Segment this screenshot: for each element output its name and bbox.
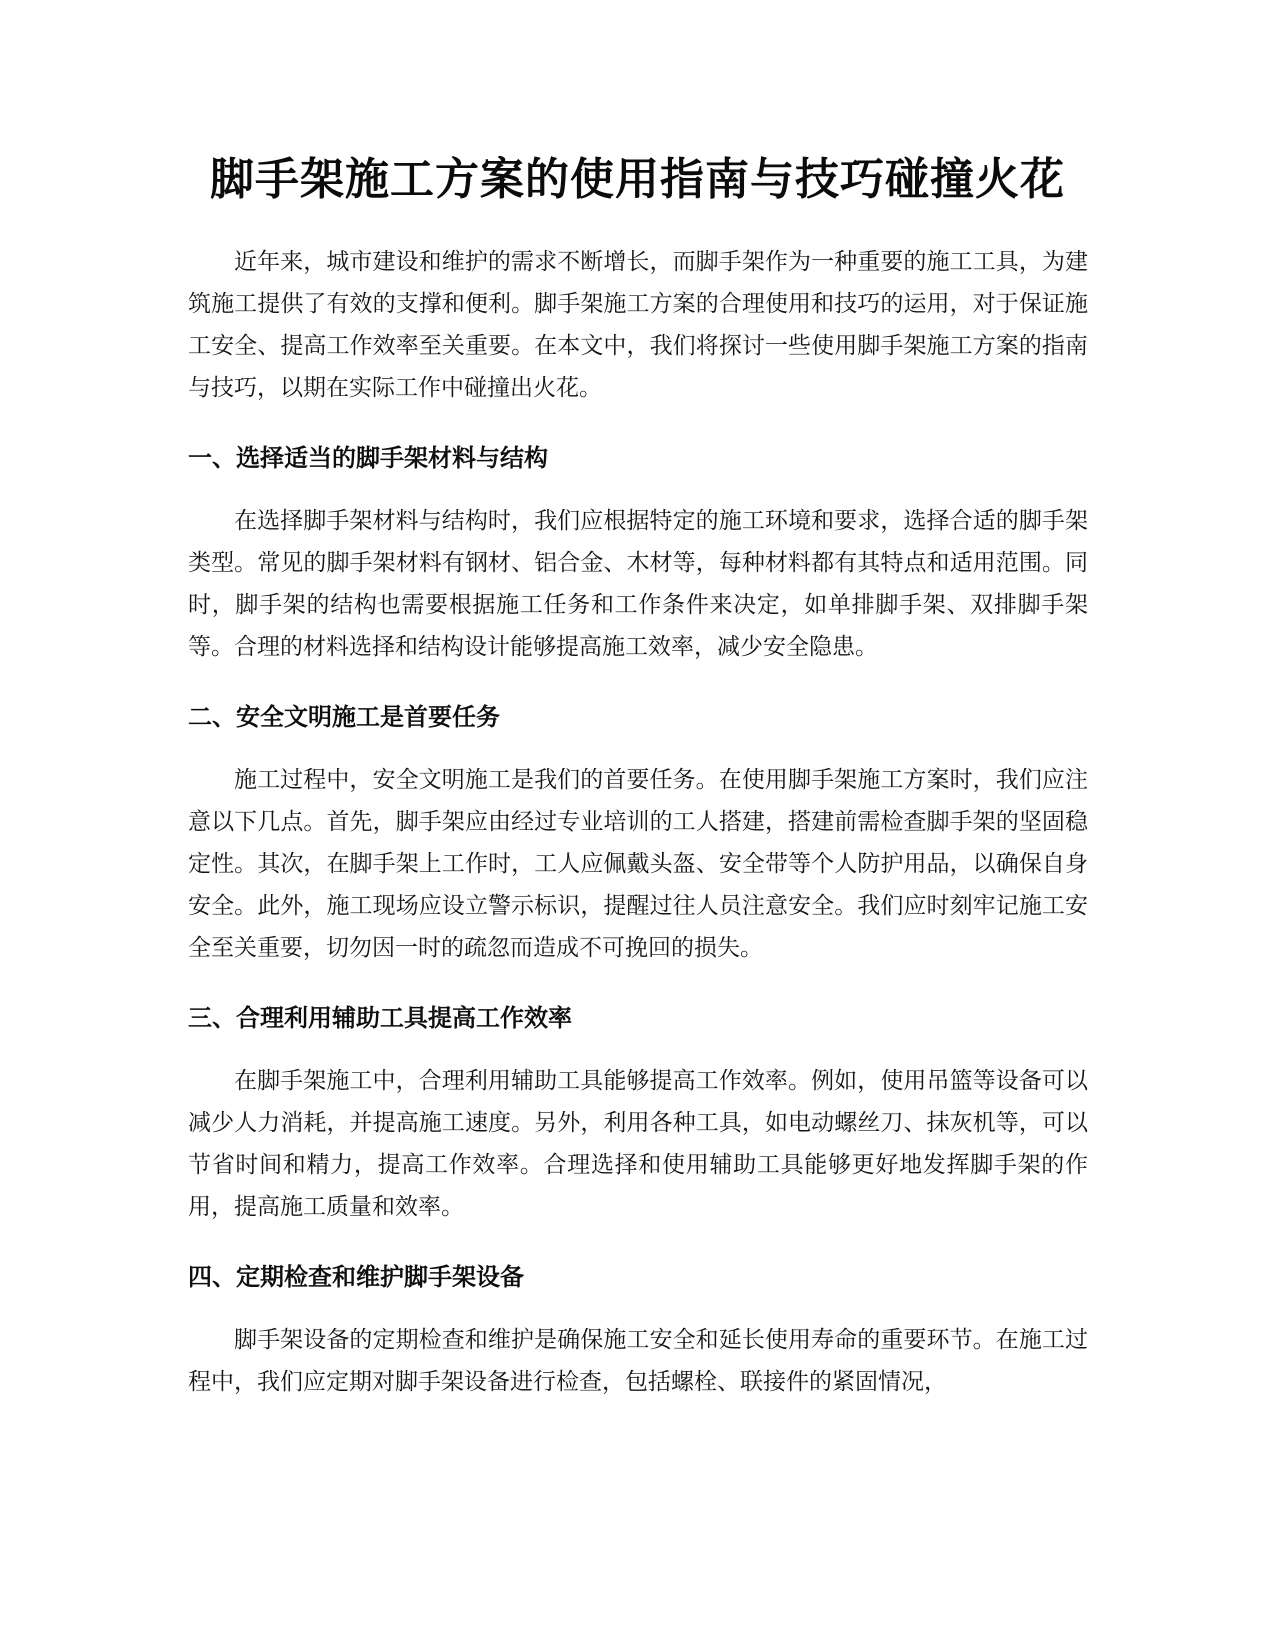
section-paragraph-2: 施工过程中，安全文明施工是我们的首要任务。在使用脚手架施工方案时，我们应注意以下几点。首先，脚手架应由经过专业培训的工人搭建，搭建前需检查脚手架的坚固稳定性。其次，在脚手架上工作时，工人应佩戴头盔、安全带等个人防护用品，以确保自身安全。此外，施工现场应设立警示标识，提醒过往人员注意安全。我们应时刻牢记施工安全至关重要，切勿因一时的疏忽而造成不可挽回的损失。 [188,767,1088,961]
section-paragraph-4: 脚手架设备的定期检查和维护是确保施工安全和延长使用寿命的重要环节。在施工过程中，我们应定期对脚手架设备进行检查，包括螺栓、联接件的紧固情况， [188,1327,1088,1395]
document-body [188,241,1088,1403]
intro-paragraph: 近年来，城市建设和维护的需求不断增长，而脚手架作为一种重要的施工工具，为建筑施工提供了有效的支撑和便利。脚手架施工方案的合理使用和技巧的运用，对于保证施工安全、提高工作效率至关重要。在本文中，我们将探讨一些使用脚手架施工方案的指南与技巧，以期在实际工作中碰撞出火花。 [188,249,1088,401]
section-heading-2: 二、安全文明施工是首要任务 [188,703,500,731]
document-title: 脚手架施工方案的使用指南与技巧碰撞火花 [210,154,1065,205]
section-heading-3: 三、合理利用辅助工具提高工作效率 [188,1004,572,1032]
section-paragraph-1: 在选择脚手架材料与结构时，我们应根据特定的施工环境和要求，选择合适的脚手架类型。常见的脚手架材料有钢材、铝合金、木材等，每种材料都有其特点和适用范围。同时，脚手架的结构也需要根据施工任务和工作条件来决定，如单排脚手架、双排脚手架等。合理的材料选择和结构设计能够提高施工效率，减少安全隐患。 [188,508,1088,660]
section-heading-1: 一、选择适当的脚手架材料与结构 [188,444,548,472]
section-heading-4: 四、定期检查和维护脚手架设备 [188,1263,524,1291]
section-paragraph-3: 在脚手架施工中，合理利用辅助工具能够提高工作效率。例如，使用吊篮等设备可以减少人力消耗，并提高施工速度。另外，利用各种工具，如电动螺丝刀、抹灰机等，可以节省时间和精力，提高工作效率。合理选择和使用辅助工具能够更好地发挥脚手架的作用，提高施工质量和效率。 [188,1068,1088,1220]
